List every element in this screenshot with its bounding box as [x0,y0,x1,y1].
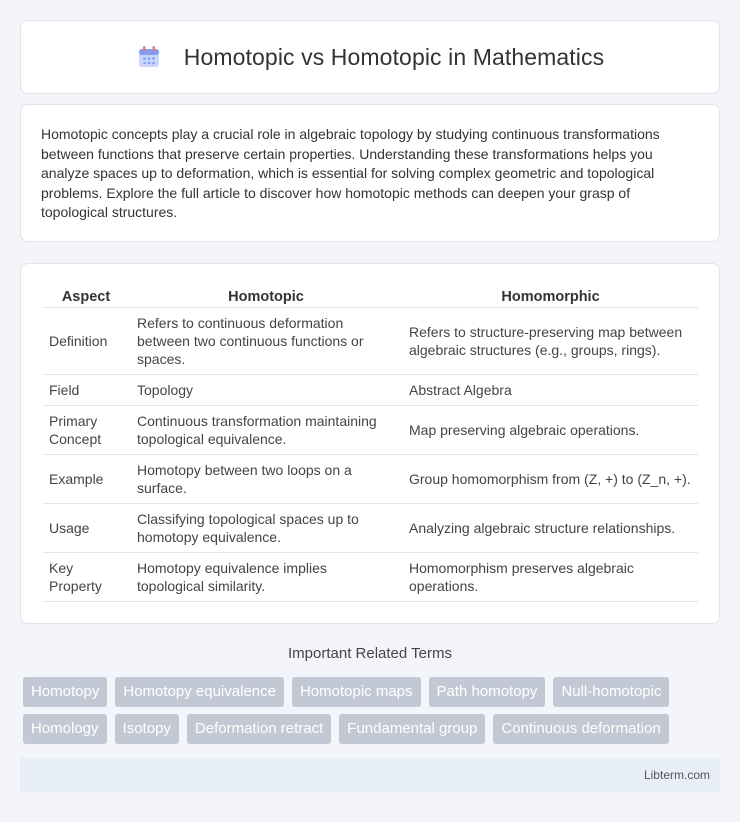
header-homotopic: Homotopic [129,286,401,308]
tag-fundamental-group[interactable]: Fundamental group [339,714,485,744]
row-homomorphic: Homomorphism preserves algebraic operations. [401,553,698,602]
table-row [43,455,698,504]
tag-deformation-retract[interactable]: Deformation retract [187,714,331,744]
tag-homotopy[interactable]: Homotopy [23,677,107,707]
calendar-icon [136,44,162,70]
tag-continuous-deformation[interactable]: Continuous deformation [493,714,668,744]
tag-homotopy-equivalence[interactable]: Homotopy equivalence [115,677,284,707]
related-terms [23,677,723,751]
row-homomorphic: Map preserving algebraic operations. [401,406,698,455]
tag-isotopy[interactable]: Isotopy [115,714,179,744]
row-aspect: Usage [43,504,129,553]
row-aspect: Field [43,375,129,406]
title-card [20,20,720,94]
row-aspect: Example [43,455,129,504]
tag-null-homotopic[interactable]: Null-homotopic [553,677,669,707]
table-row [43,553,698,602]
table-row [43,375,698,406]
row-homomorphic: Abstract Algebra [401,375,698,406]
comparison-table [43,286,698,602]
header-aspect: Aspect [43,286,129,308]
row-aspect: Key Property [43,553,129,602]
intro-paragraph: Homotopic concepts play a crucial role in algebraic topology by studying continuous transformations between functions that preserve certain properties. Understanding these transformations helps you analyze spaces up to deformation, which is essential for solving complex geometric and topological problems. Explore the full article to discover how homotopic methods can deepen your grasp of topological structures. [41,126,660,221]
tag-row [23,677,723,707]
tag-path-homotopy[interactable]: Path homotopy [429,677,546,707]
row-homotopic: Homotopy equivalence implies topological similarity. [129,553,401,602]
table-row [43,406,698,455]
page-title: Homotopic vs Homotopic in Mathematics [183,43,605,70]
row-homotopic: Continuous transformation maintaining topological equivalence. [129,406,401,455]
row-homomorphic: Analyzing algebraic structure relationships. [401,504,698,553]
table-row [43,504,698,553]
row-homomorphic: Refers to structure-preserving map between algebraic structures (e.g., groups, rings). [401,308,698,375]
intro-card [20,104,720,242]
row-homotopic: Topology [129,375,401,406]
row-homotopic: Homotopy between two loops on a surface. [129,455,401,504]
header-homomorphic: Homomorphic [401,286,698,308]
tag-homotopic-maps[interactable]: Homotopic maps [292,677,421,707]
row-homomorphic: Group homomorphism from (Z, +) to (Z_n, +). [401,455,698,504]
row-homotopic: Classifying topological spaces up to homotopy equivalence. [129,504,401,553]
footer-site-link[interactable]: Libterm.com [643,768,710,782]
row-aspect: Definition [43,308,129,375]
table-header-row [43,286,698,308]
row-homotopic: Refers to continuous deformation between two continuous functions or spaces. [129,308,401,375]
table-row [43,308,698,375]
footer [20,758,720,792]
related-terms-title: Important Related Terms [288,645,452,662]
comparison-card [20,263,720,624]
tag-row [23,714,723,744]
tag-homology[interactable]: Homology [23,714,107,744]
row-aspect: Primary Concept [43,406,129,455]
